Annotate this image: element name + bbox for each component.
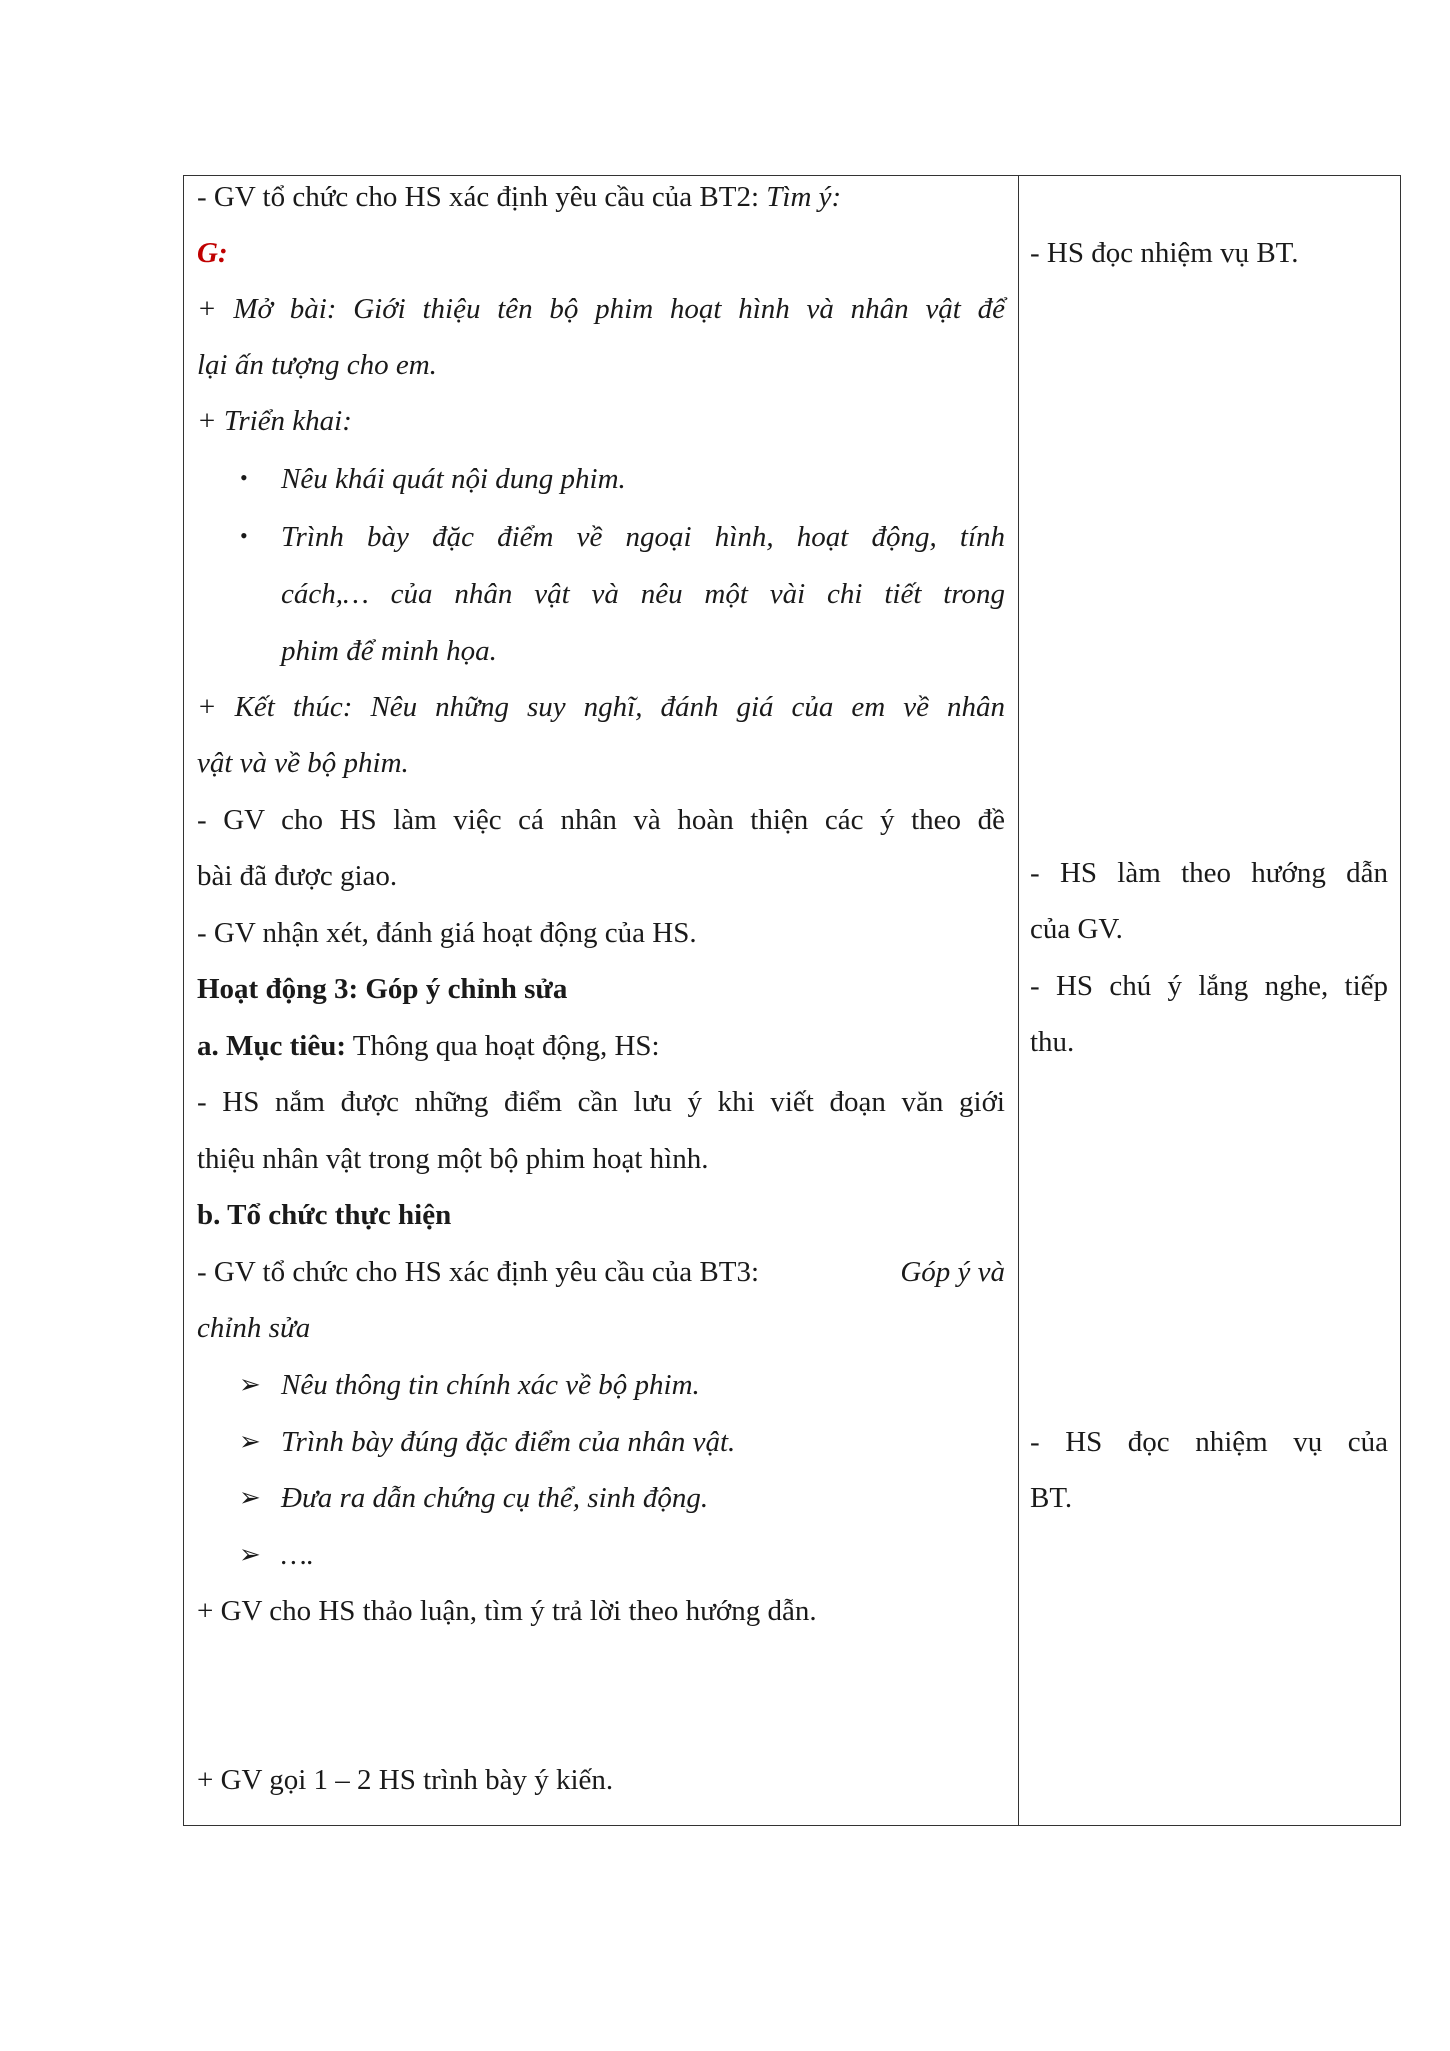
ket-thuc-line-2: vật và về bộ phim. [197,747,409,779]
bt2-instruction: - GV tổ chức cho HS xác định yêu cầu của BT2: Tìm ý: [197,181,842,213]
gv-nhan-xet: - GV nhận xét, đánh giá hoạt động của HS. [197,917,697,949]
hoat-dong-3-heading: Hoạt động 3: Góp ý chỉnh sửa [197,973,568,1005]
right-hs-chu-y-line-2: thu. [1030,1026,1075,1058]
bt3-instruction: - GV tổ chức cho HS xác định yêu cầu của BT3: Góp ý và [197,1256,1005,1288]
bullet-item-2-line-3: phim để minh họa. [281,635,497,667]
hs-nam-line-2: thiệu nhân vật trong một bộ phim hoạt hình. [197,1143,709,1175]
bullet-icon: • [240,465,248,490]
arrow-icon: ➢ [239,1483,261,1512]
right-hs-chu-y-line-1: - HS chú ý lắng nghe, tiếp [1030,970,1388,1002]
right-hs-doc-bt: - HS đọc nhiệm vụ BT. [1030,237,1299,269]
arrow-icon: ➢ [239,1427,261,1456]
hs-nam-line-1: - HS nắm được những điểm cần lưu ý khi viết đoạn văn giới [197,1086,1005,1118]
arrow-item-1: Nêu thông tin chính xác về bộ phim. [281,1369,700,1401]
thao-luan: + GV cho HS thảo luận, tìm ý trả lời theo hướng dẫn. [197,1595,817,1627]
right-hs-lam-line-1: - HS làm theo hướng dẫn [1030,857,1388,889]
right-hs-doc-nv-line-2: BT. [1030,1482,1073,1514]
bullet-item-2-line-2: cách,… của nhân vật và nêu một vài chi tiết trong [281,578,1005,610]
gv-lam-line-2: bài đã được giao. [197,860,398,892]
right-hs-lam-line-2: của GV. [1030,913,1123,945]
mo-bai-line-2: lại ấn tượng cho em. [197,349,437,381]
arrow-icon: ➢ [239,1540,261,1569]
to-chuc-heading: b. Tổ chức thực hiện [197,1199,452,1231]
goi-hs: + GV gọi 1 – 2 HS trình bày ý kiến. [197,1764,614,1796]
bullet-item-2-line-1: Trình bày đặc điểm về ngoại hình, hoạt động, tính [281,521,1005,553]
lesson-table [183,175,1401,1826]
trien-khai: + Triển khai: [197,405,352,437]
muc-tieu: a. Mục tiêu: Thông qua hoạt động, HS: [197,1030,660,1062]
g-label: G: [197,237,228,269]
arrow-icon: ➢ [239,1370,261,1399]
bt3-instruction-cont: chỉnh sửa [197,1312,311,1344]
column-divider [1018,176,1019,1825]
bullet-icon: • [240,523,248,548]
ket-thuc-line-1: + Kết thúc: Nêu những suy nghĩ, đánh giá của em về nhân [197,691,1005,723]
arrow-item-4: …. [281,1539,315,1571]
mo-bai-line-1: + Mở bài: Giới thiệu tên bộ phim hoạt hình và nhân vật để [197,293,1005,325]
arrow-item-2: Trình bày đúng đặc điểm của nhân vật. [281,1426,736,1458]
arrow-item-3: Đưa ra dẫn chứng cụ thể, sinh động. [281,1482,709,1514]
bullet-item-1: Nêu khái quát nội dung phim. [281,463,626,495]
gv-lam-line-1: - GV cho HS làm việc cá nhân và hoàn thiện các ý theo đề [197,804,1005,836]
right-hs-doc-nv-line-1: - HS đọc nhiệm vụ của [1030,1426,1388,1458]
